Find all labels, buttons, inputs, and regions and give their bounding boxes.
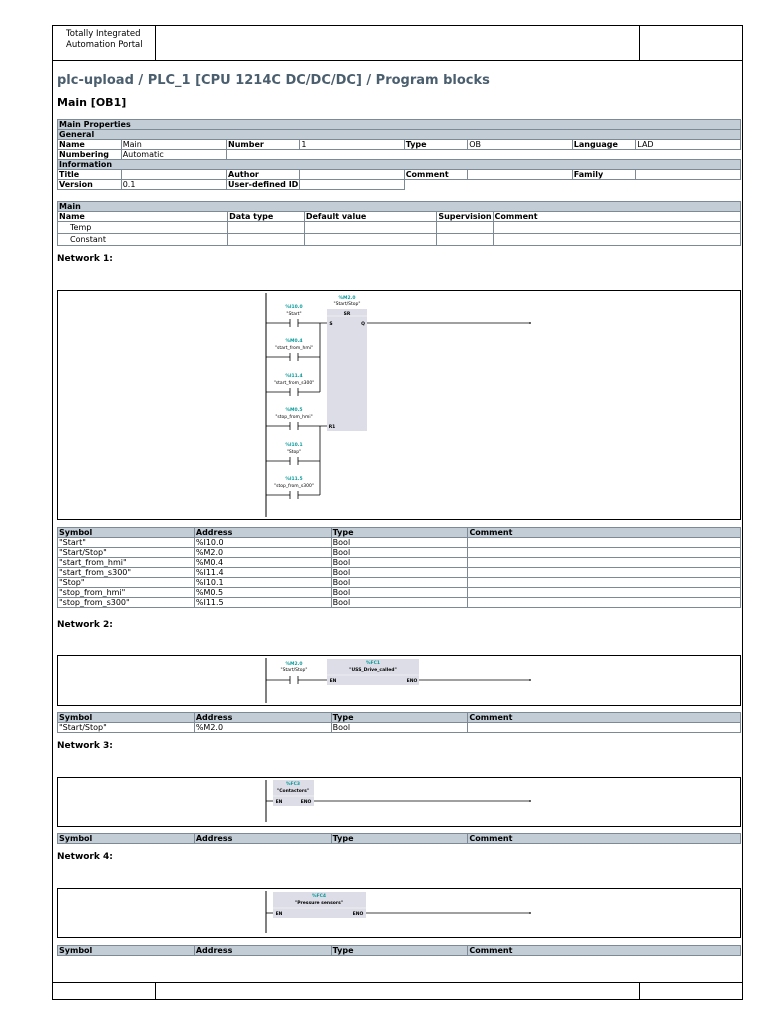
contact-address: %M2.0 bbox=[285, 662, 303, 667]
svg-text:%I10.1: %I10.1 bbox=[285, 443, 303, 448]
fc-en: EN bbox=[329, 679, 337, 684]
label-comment: Comment bbox=[404, 170, 468, 180]
svg-text:"Start": "Start" bbox=[286, 312, 302, 317]
header-line1: Totally Integrated bbox=[66, 29, 141, 39]
col-datatype: Data type bbox=[228, 212, 305, 222]
interface-table bbox=[57, 201, 741, 246]
svg-text:%M0.4: %M0.4 bbox=[285, 339, 303, 344]
col-type: Type bbox=[331, 528, 468, 538]
label-user-defined-id: User-defined ID bbox=[228, 180, 299, 189]
svg-text:%I11.4: %I11.4 bbox=[285, 374, 303, 379]
network-2-label: Network 2: bbox=[57, 620, 113, 630]
label-number: Number bbox=[227, 140, 300, 150]
table-row: "Start/Stop" %M2.0 Bool bbox=[58, 548, 741, 558]
label-language: Language bbox=[572, 140, 636, 150]
fc-en: EN bbox=[275, 912, 283, 917]
svg-text:"Stop": "Stop" bbox=[286, 450, 302, 455]
sr-s-pin: S bbox=[329, 322, 333, 327]
label-numbering: Numbering bbox=[58, 150, 122, 160]
network-2-symbols: Symbol Address Type Comment "Start/Stop" %M2.0 Bool bbox=[57, 712, 741, 733]
svg-text:"start_from_s300": "start_from_s300" bbox=[273, 381, 315, 386]
network-3-ladder bbox=[57, 777, 741, 827]
network-4-diagram bbox=[58, 889, 742, 939]
label-family: Family bbox=[572, 170, 636, 180]
svg-text:"stop_from_hmi": "stop_from_hmi" bbox=[275, 415, 313, 420]
value-number: 1 bbox=[300, 140, 404, 150]
value-name: Main bbox=[121, 140, 226, 150]
svg-text:%I11.5: %I11.5 bbox=[285, 477, 303, 482]
table-row: "stop_from_s300" %I11.5 Bool bbox=[58, 598, 741, 608]
properties-table bbox=[57, 119, 741, 190]
fc-address: %FC4 bbox=[311, 894, 327, 899]
table-row: "Start/Stop" %M2.0 Bool bbox=[58, 723, 741, 733]
col-symbol: Symbol bbox=[58, 528, 195, 538]
section-information: Information bbox=[58, 160, 741, 170]
value-title bbox=[121, 170, 226, 180]
col-comment: Comment bbox=[493, 212, 740, 222]
network-2-ladder bbox=[57, 655, 741, 706]
contact-6 bbox=[266, 476, 320, 499]
header-divider bbox=[639, 26, 640, 60]
value-numbering: Automatic bbox=[121, 150, 226, 160]
fc-name: "Pressure sensors" bbox=[294, 901, 344, 906]
network-3-diagram bbox=[58, 778, 742, 828]
value-type: OB bbox=[468, 140, 573, 150]
value-language: LAD bbox=[636, 140, 741, 150]
svg-text:"stop_from_s300": "stop_from_s300" bbox=[274, 484, 314, 489]
col-name: Name bbox=[58, 212, 228, 222]
table-row: "start_from_s300" %I11.4 Bool bbox=[58, 568, 741, 578]
col-comment: Comment bbox=[468, 528, 741, 538]
contact-name: "Start/Stop" bbox=[280, 668, 308, 673]
svg-text:%M0.5: %M0.5 bbox=[285, 408, 303, 413]
block-title: Main [OB1] bbox=[57, 96, 127, 109]
label-author: Author bbox=[227, 170, 300, 180]
fc-eno: ENO bbox=[406, 679, 418, 684]
table-row: "Start" %I10.0 Bool bbox=[58, 538, 741, 548]
header-logo-text bbox=[53, 26, 156, 60]
network-1-diagram bbox=[58, 291, 742, 521]
network-4-symbols: Symbol Address Type Comment bbox=[57, 945, 741, 956]
label-name: Name bbox=[58, 140, 122, 150]
iface-constant: Constant bbox=[58, 234, 228, 246]
contact-1 bbox=[266, 304, 327, 327]
page-title: plc-upload / PLC_1 [CPU 1214C DC/DC/DC] / Program blocks bbox=[57, 73, 490, 88]
svg-text:"start_from_hmi": "start_from_hmi" bbox=[274, 346, 314, 351]
sr-address: %M2.0 bbox=[338, 296, 356, 301]
network-1-ladder bbox=[57, 290, 741, 520]
fc-eno: ENO bbox=[352, 912, 364, 917]
label-version: Version bbox=[58, 180, 122, 190]
contact-4 bbox=[266, 407, 327, 430]
network-4-ladder bbox=[57, 888, 741, 938]
value-user-defined-id bbox=[300, 180, 404, 190]
page-footer bbox=[53, 982, 742, 999]
sr-block bbox=[327, 309, 367, 431]
network-3-label: Network 3: bbox=[57, 741, 113, 751]
iface-temp: Temp bbox=[58, 222, 228, 234]
table-row: "start_from_hmi" %M0.4 Bool bbox=[58, 558, 741, 568]
section-main: Main bbox=[58, 202, 741, 212]
network-2-diagram bbox=[58, 656, 742, 707]
page-header bbox=[53, 26, 742, 61]
section-main-properties: Main Properties bbox=[58, 120, 741, 130]
section-general: General bbox=[58, 130, 741, 140]
fc-address: %FC1 bbox=[365, 661, 381, 666]
sr-type: SR bbox=[343, 312, 351, 317]
label-type: Type bbox=[404, 140, 468, 150]
fc-eno: ENO bbox=[300, 800, 312, 805]
footer-divider-1 bbox=[155, 983, 156, 999]
fc-en: EN bbox=[275, 800, 283, 805]
value-comment bbox=[468, 170, 573, 180]
header-line2: Automation Portal bbox=[66, 40, 143, 50]
network-4-label: Network 4: bbox=[57, 852, 113, 862]
col-default: Default value bbox=[304, 212, 436, 222]
value-family bbox=[636, 170, 741, 180]
contact-2 bbox=[266, 338, 320, 361]
label-title: Title bbox=[58, 170, 122, 180]
sr-name: "Start/Stop" bbox=[333, 302, 361, 307]
table-row: "stop_from_hmi" %M0.5 Bool bbox=[58, 588, 741, 598]
col-address: Address bbox=[194, 528, 331, 538]
empty-cell bbox=[227, 150, 741, 160]
network-1-label: Network 1: bbox=[57, 254, 113, 264]
fc-name: "USS_Drive_called" bbox=[349, 668, 397, 673]
value-version: 0.1 bbox=[121, 180, 226, 190]
network-3-symbols: Symbol Address Type Comment bbox=[57, 833, 741, 844]
col-supervision: Supervision bbox=[438, 212, 492, 221]
fc-address: %FC3 bbox=[285, 782, 301, 787]
footer-divider-2 bbox=[639, 983, 640, 999]
fc-name: "Contactors" bbox=[276, 789, 310, 794]
table-row: "Stop" %I10.1 Bool bbox=[58, 578, 741, 588]
contact-3 bbox=[266, 373, 320, 396]
network-1-symbols bbox=[57, 527, 741, 608]
svg-text:%I10.0: %I10.0 bbox=[285, 305, 303, 310]
sr-r1-pin: R1 bbox=[328, 425, 336, 430]
empty-cell bbox=[404, 180, 740, 190]
contact-5 bbox=[266, 442, 320, 465]
sr-q-pin: Q bbox=[361, 322, 365, 327]
value-author bbox=[300, 170, 404, 180]
